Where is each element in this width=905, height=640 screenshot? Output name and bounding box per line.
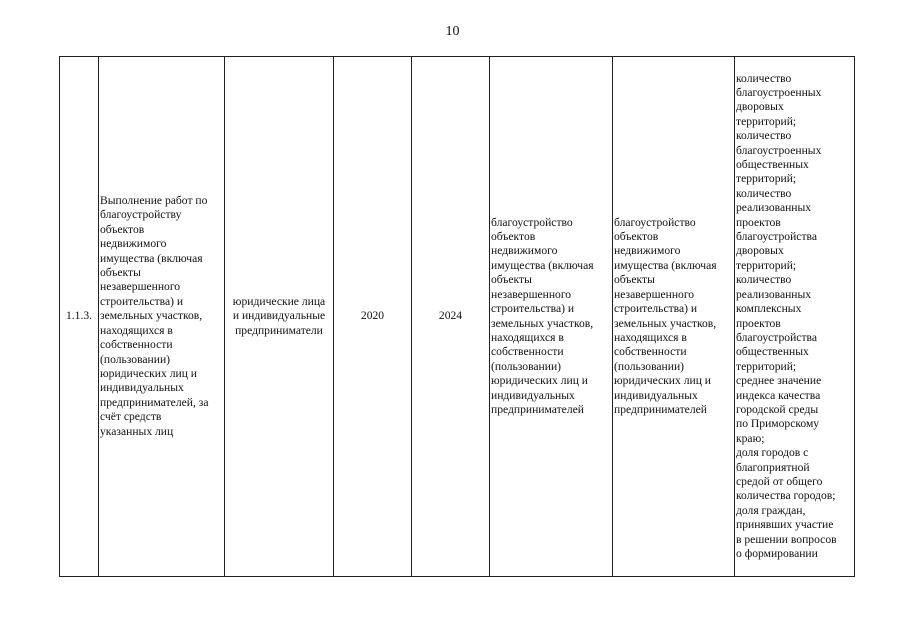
table-row (60, 57, 855, 577)
start-year: 2020 (360, 309, 385, 323)
description-cell (99, 57, 225, 577)
result-b-cell (613, 57, 735, 577)
start-year-cell (334, 57, 412, 577)
result-a-cell (490, 57, 613, 577)
measure-description: Выполнение работ по благоустройству объектов недвижимого имущества (включая объекты незавершенного строительства) и земельных участков, находящихся в собственности (пользовании) юридических лиц и индивидуальных предпринимателей, за счёт средств указанных лиц (100, 194, 209, 438)
participants: юридические лица и индивидуальные предприниматели (232, 294, 326, 337)
end-year-cell (412, 57, 490, 577)
end-year: 2024 (438, 309, 463, 323)
program-table (59, 56, 855, 577)
row-number-cell (60, 57, 99, 577)
expected-result-b: благоустройство объектов недвижимого имущества (включая объекты незавершенного строительства) и земельных участков, находящихся в собственности (пользовании) юридических лиц и индивидуальных предпринимателей (614, 215, 717, 416)
row-number: 1.1.3. (65, 309, 93, 323)
page-number: 10 (445, 24, 460, 39)
expected-result-a: благоустройство объектов недвижимого имущества (включая объекты незавершенного строительства) и земельных участков, находящихся в собственности (пользовании) юридических лиц и индивидуальных предпринимателей (491, 215, 594, 416)
participants-cell (225, 57, 334, 577)
indicators-list: количество благоустроенных дворовых территорий; количество благоустроенных общественных территорий; количество реализованных проектов благоустройства дворовых территорий; количество реализованных комплексных проектов благоустройства общественных территорий; среднее значение индекса качества городской среды по Приморскому краю; доля городов с благоприятной средой от общего количества городов; доля граждан, принявших участие в решении вопросов о формировании (736, 71, 837, 560)
indicators-cell (735, 57, 855, 577)
